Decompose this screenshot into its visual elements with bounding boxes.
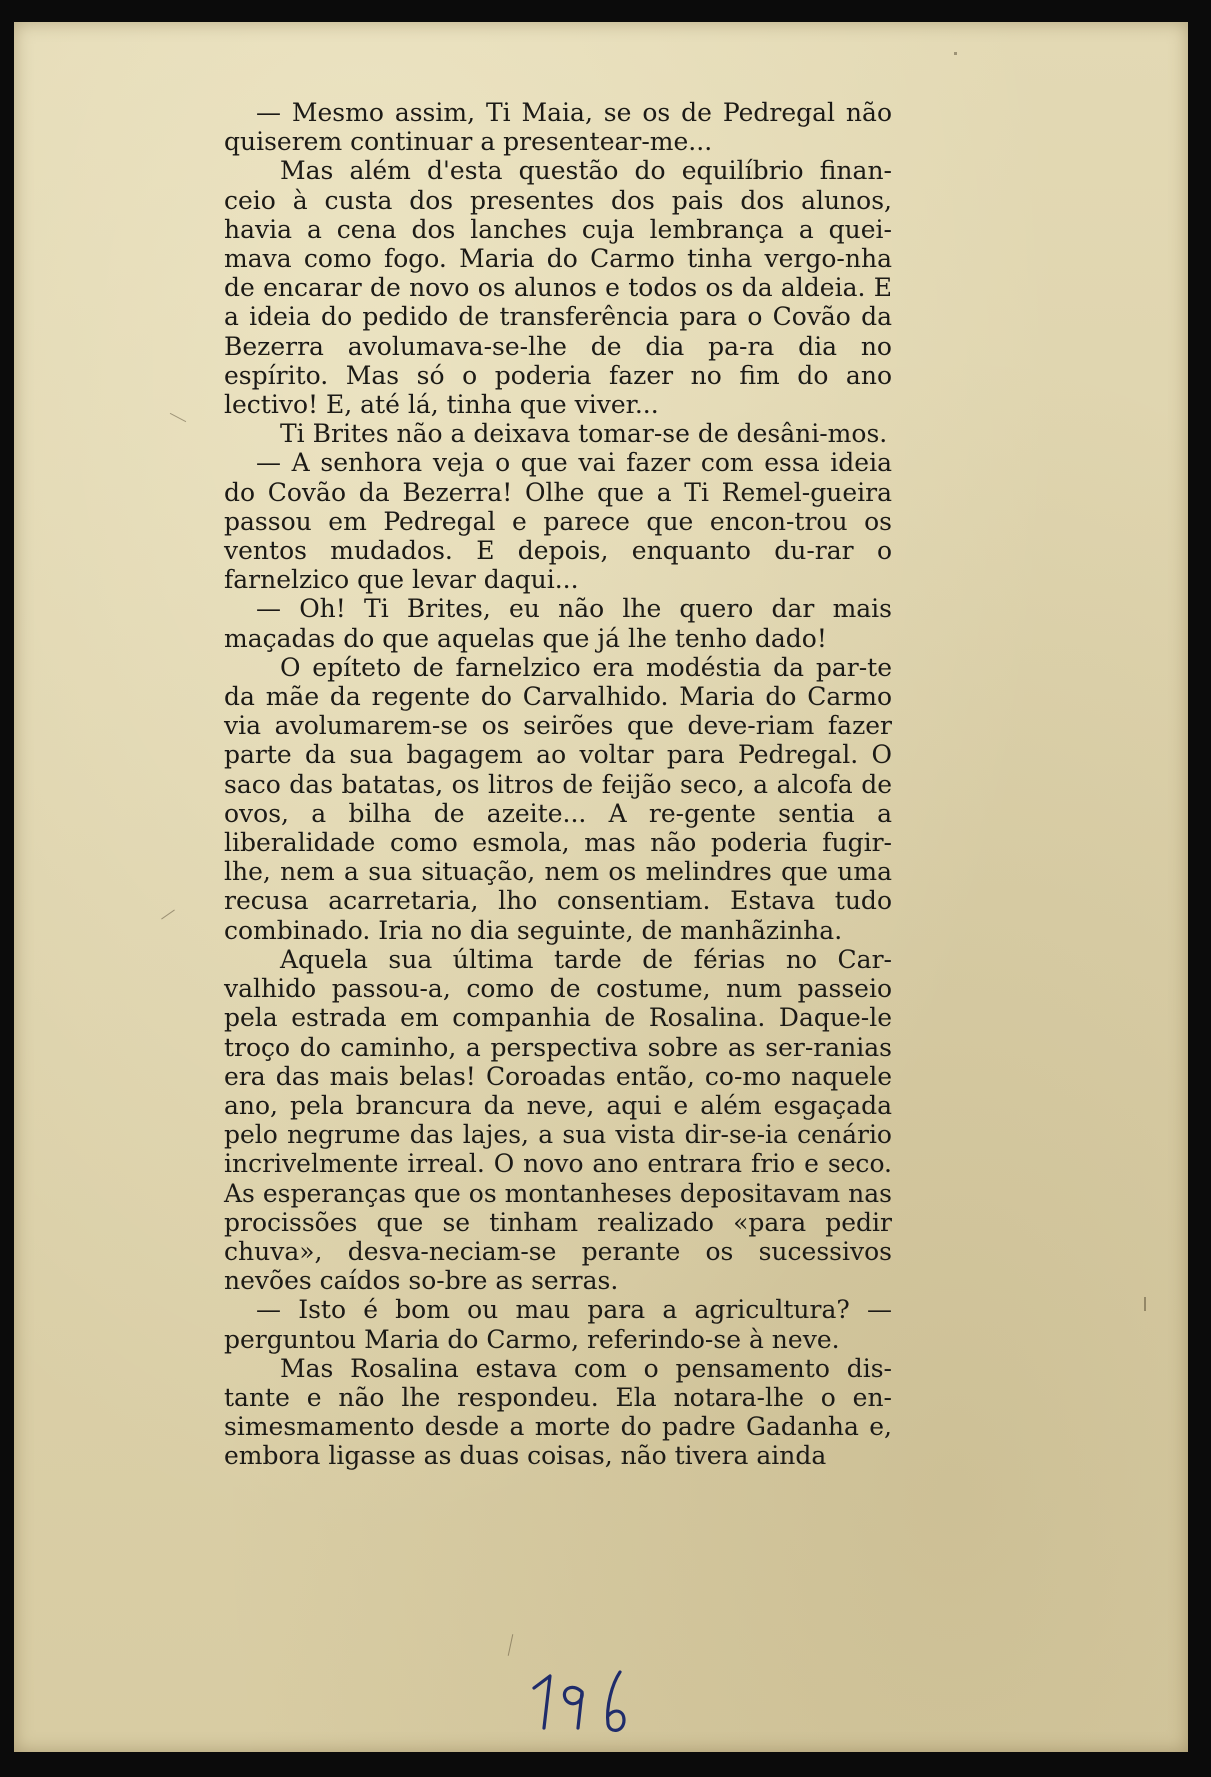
paragraph: — Oh! Ti Brites, eu não lhe quero dar mais maçadas do que aquelas que já lhe tenho dado! <box>224 594 892 653</box>
paragraph: — A senhora veja o que vai fazer com essa ideia do Covão da Bezerra! Olhe que a Ti Remel-gueira passou em Pedregal e parece que encon-trou os ventos mudados. E depois, enquanto du-rar o farnelzico que levar daqui... <box>224 448 892 595</box>
paper-speck <box>954 52 957 55</box>
paragraph: — Isto é bom ou mau para a agricultura? — perguntou Maria do Carmo, referindo-se à neve. <box>224 1295 892 1354</box>
paper-scratch <box>170 413 186 422</box>
article-text <box>224 98 892 1471</box>
paragraph: — Mesmo assim, Ti Maia, se os de Pedregal não quiserem continuar a presentear-me... <box>224 98 892 157</box>
paper-scratch <box>161 910 175 920</box>
handwritten-page-number <box>520 1662 650 1742</box>
paragraph: Mas além d'esta questão do equilíbrio finan-ceio à custa dos presentes dos pais dos alunos, havia a cena dos lanches cuja lembrança a quei-mava como fogo. Maria do Carmo tinha vergo-nha de encarar de novo os alunos e todos os da aldeia. E a ideia do pedido de transferência para o Covão da Bezerra avolumava-se-lhe de dia pa-ra dia no espírito. Mas só o poderia fazer no fim do ano lectivo! E, até lá, tinha que viver... <box>224 156 892 420</box>
paper-speck <box>1144 1297 1146 1311</box>
paragraph: Ti Brites não a deixava tomar-se de desâni-mos. <box>280 419 888 449</box>
paper-scratch <box>508 1634 514 1656</box>
paragraph: Aquela sua última tarde de férias no Car-valhido passou-a, como de costume, num passeio pela estrada em companhia de Rosalina. Daque-le troço do caminho, a perspectiva sobre as ser-ranias era das mais belas! Coroadas então, co-mo naquele ano, pela brancura da neve, aqui e além esgaçada pelo negrume das lajes, a sua vista dir-se-ia cenário incrivelmente irreal. O novo ano entrara frio e seco. As esperanças que os montanheses depositavam nas procissões que se tinham realizado «para pedir chuva», desva-neciam-se perante os sucessivos nevões caídos so-bre as serras. <box>224 944 892 1296</box>
handwritten-page-number-drawing <box>520 1662 650 1742</box>
paragraph: O epíteto de farnelzico era modéstia da par-te da mãe da regente do Carvalhido. Maria do Carmo via avolumarem-se os seirões que deve-riam fazer parte da sua bagagem ao voltar para Pedregal. O saco das batatas, os litros de feijão seco, a alcofa de ovos, a bilha de azeite... A re-gente sentia a liberalidade como esmola, mas não poderia fugir-lhe, nem a sua situação, nem os melindres que uma recusa acarretaria, lho consentiam. Estava tudo combinado. Iria no dia seguinte, de manhãzinha. <box>224 652 892 945</box>
paragraph: Mas Rosalina estava com o pensamento dis-tante e não lhe respondeu. Ela notara-lhe o en-simesmamento desde a morte do padre Gadanha e, embora ligasse as duas coisas, não tivera ainda <box>224 1353 892 1471</box>
